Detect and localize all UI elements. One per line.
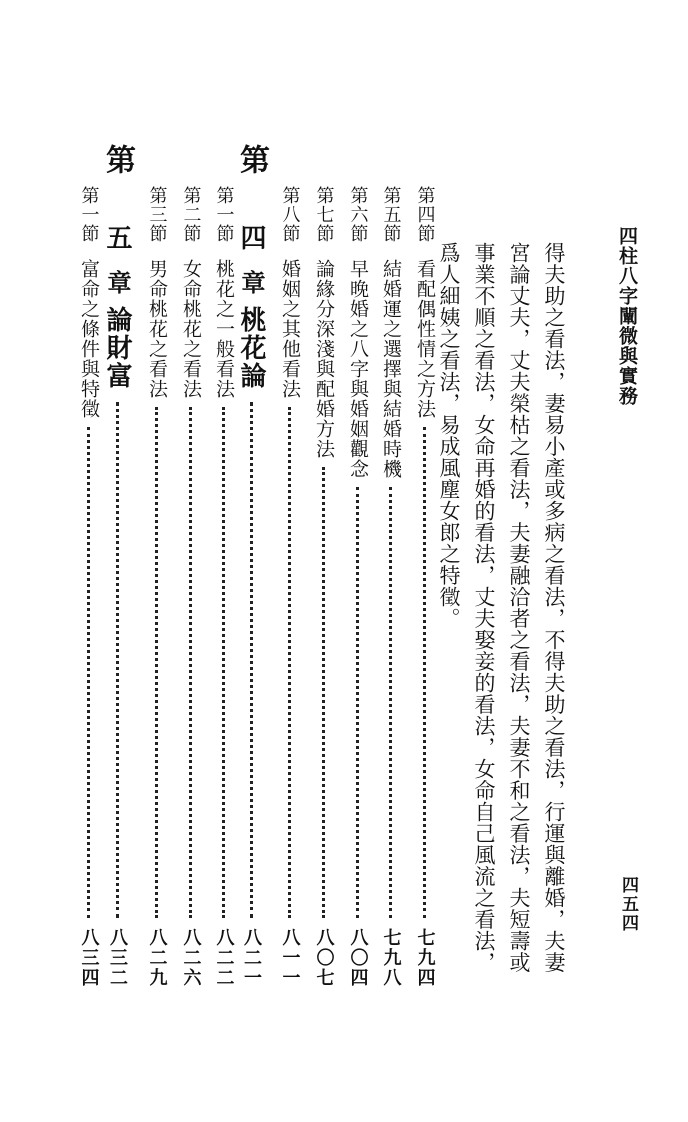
toc-page-number: 八一一 bbox=[279, 928, 301, 988]
leader-dots bbox=[356, 487, 359, 918]
toc-page-number: 七九四 bbox=[414, 928, 436, 988]
leader-dots bbox=[222, 407, 225, 918]
chapter-title: 桃花論 bbox=[236, 306, 266, 390]
chapter-number: 四 bbox=[236, 224, 266, 250]
leader-dots bbox=[250, 402, 253, 918]
chapter-zhang: 章 bbox=[103, 270, 132, 294]
chapter-page-number: 八三二 bbox=[107, 928, 128, 988]
toc-page-number: 七九八 bbox=[380, 928, 402, 988]
toc-section-number: 第八節 bbox=[279, 186, 301, 243]
toc-section-title: 女命桃花之看法 bbox=[180, 259, 202, 399]
toc-section-title: 看配偶性情之方法 bbox=[414, 259, 436, 419]
toc-entry[interactable] bbox=[314, 186, 333, 988]
leader-dots bbox=[155, 407, 158, 918]
chapter-page-number: 八二一 bbox=[241, 928, 262, 988]
toc-page-number: 八二二 bbox=[213, 928, 235, 988]
toc-page-number: 八〇七 bbox=[313, 928, 335, 988]
toc-section-number: 第五節 bbox=[380, 186, 402, 243]
toc-section-number: 第一節 bbox=[213, 186, 235, 243]
toc-entry[interactable] bbox=[147, 186, 166, 988]
toc-entry[interactable] bbox=[214, 186, 233, 988]
toc-section-title: 桃花之一般看法 bbox=[213, 259, 235, 399]
toc-section-title: 早晚婚之八字與婚姻觀念 bbox=[347, 259, 369, 479]
leader-dots bbox=[116, 402, 119, 918]
leader-dots bbox=[189, 407, 192, 918]
toc-page-number: 八二九 bbox=[146, 928, 168, 988]
chapter-heading[interactable] bbox=[100, 144, 134, 988]
leader-dots bbox=[87, 427, 90, 918]
chapter-number: 五 bbox=[102, 224, 132, 250]
chapter-di: 第 bbox=[100, 144, 135, 174]
paragraph-line: 爲人細姨之看法，易成風塵女郎之特徵。 bbox=[437, 242, 461, 629]
chapter-di: 第 bbox=[234, 144, 269, 174]
toc-entry[interactable] bbox=[280, 186, 299, 988]
leader-dots bbox=[423, 427, 426, 918]
toc-section-title: 富命之條件與特徵 bbox=[78, 259, 100, 419]
toc-page-number: 八三四 bbox=[78, 928, 100, 988]
toc-section-number: 第六節 bbox=[347, 186, 369, 243]
leader-dots bbox=[288, 407, 291, 918]
toc-section-number: 第七節 bbox=[313, 186, 335, 243]
toc-section-title: 結婚運之選擇與結婚時機 bbox=[380, 259, 402, 479]
toc-entry[interactable] bbox=[415, 186, 434, 988]
toc-section-number: 第三節 bbox=[146, 186, 168, 243]
toc-entry[interactable] bbox=[79, 186, 98, 988]
chapter-zhang: 章 bbox=[237, 270, 266, 294]
toc-section-title: 男命桃花之看法 bbox=[146, 259, 168, 399]
toc-section-number: 第一節 bbox=[78, 186, 100, 243]
toc-section-number: 第四節 bbox=[414, 186, 436, 243]
toc-section-title: 論緣分深淺與配婚方法 bbox=[313, 259, 335, 459]
chapter-heading[interactable] bbox=[234, 144, 268, 988]
running-head: 四柱八字闡微與實務 bbox=[616, 226, 638, 406]
toc-entry[interactable] bbox=[348, 186, 367, 988]
page-number: 四五四 bbox=[618, 876, 638, 933]
toc-section-number: 第二節 bbox=[180, 186, 202, 243]
toc-entry[interactable] bbox=[381, 186, 400, 988]
paragraph-line: 得夫助之看法，妻易小產或多病之看法，不得夫助之看法，行運與離婚，夫妻 bbox=[542, 242, 566, 973]
leader-dots bbox=[322, 467, 325, 918]
toc-section-title: 婚姻之其他看法 bbox=[279, 259, 301, 399]
paragraph-line: 宮論丈夫，丈夫榮枯之看法，夫妻融洽者之看法，夫妻不和之看法，夫短壽或 bbox=[507, 242, 531, 973]
toc-entry[interactable] bbox=[181, 186, 200, 988]
leader-dots bbox=[389, 487, 392, 918]
chapter-title: 論財富 bbox=[102, 306, 132, 390]
paragraph-line: 事業不順之看法，女命再婚的看法，丈夫娶妾的看法，女命自己風流之看法， bbox=[472, 242, 496, 973]
toc-page-number: 八〇四 bbox=[347, 928, 369, 988]
toc-page-number: 八二六 bbox=[180, 928, 202, 988]
